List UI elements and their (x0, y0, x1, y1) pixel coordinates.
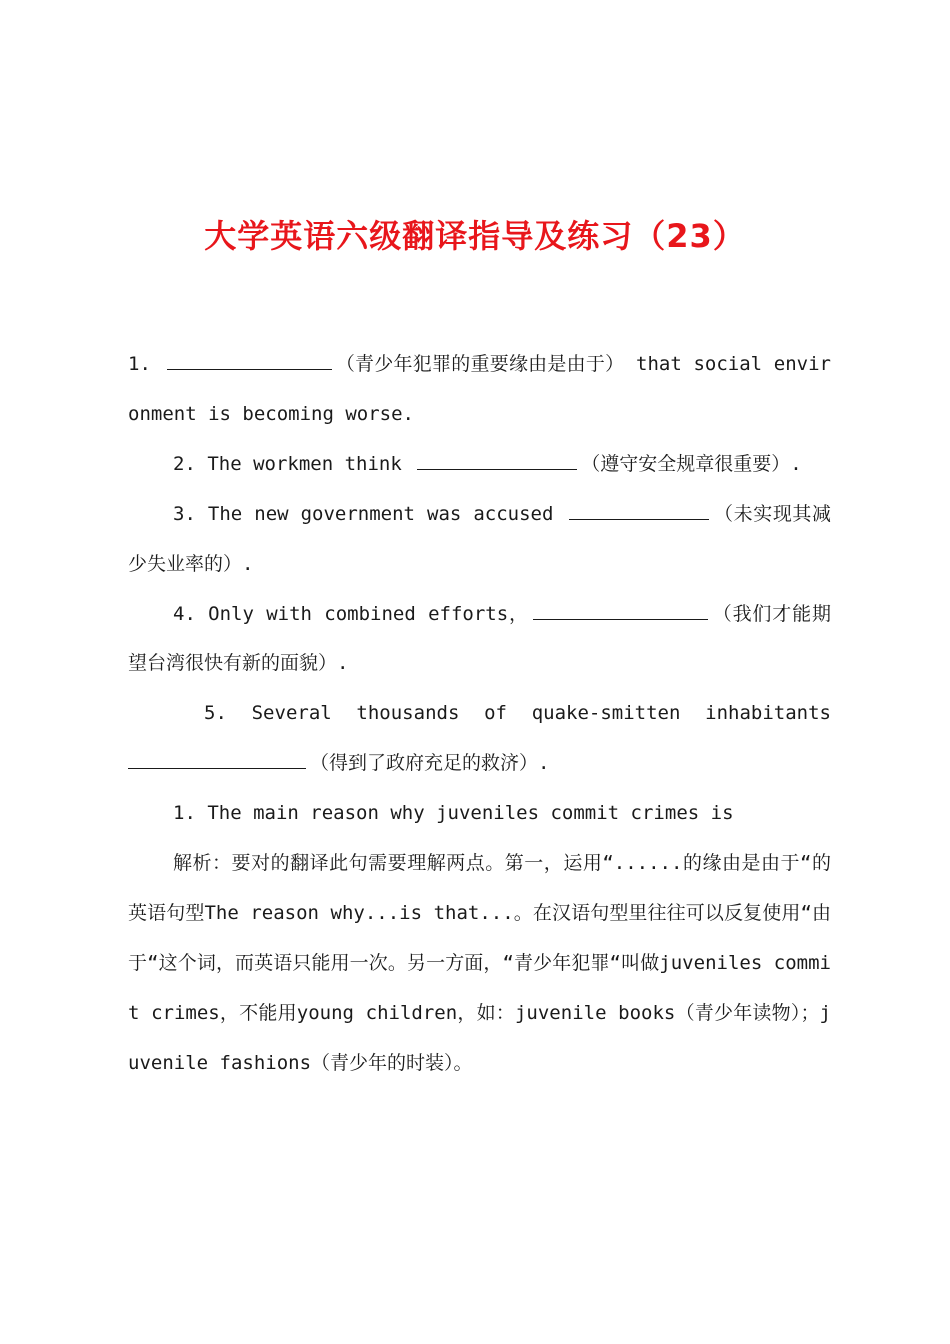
question-hint: （得到了政府充足的救济） (310, 752, 539, 775)
question-text: . (242, 552, 254, 575)
document-body (128, 340, 831, 1089)
question-5-continued (128, 739, 831, 789)
question-hint: （青少年犯罪的重要缘由是由于） (335, 353, 625, 375)
question-number: 1. (128, 353, 151, 375)
question-number: 2. (173, 452, 196, 475)
question-hint: （未实现其减少失业率的） (128, 502, 831, 575)
answer-line: 1. The main reason why juveniles commit crimes is (173, 802, 734, 825)
question-2 (128, 440, 831, 490)
question-number: 5. (204, 702, 227, 725)
question-text: . (538, 752, 550, 775)
question-text: . (337, 652, 349, 675)
answer-blank (533, 602, 708, 620)
answer-blank (417, 452, 577, 470)
answer-blank (167, 352, 332, 370)
question-1 (128, 340, 831, 440)
answer-blank (569, 502, 709, 520)
document-title: 大学英语六级翻译指导及练习（23） (204, 217, 746, 255)
question-text: . (790, 452, 802, 475)
question-hint: （遵守安全规章很重要） (581, 452, 791, 475)
question-number: 3. (173, 502, 196, 525)
question-text: Only with combined efforts， (195, 602, 529, 625)
question-3 (128, 490, 831, 590)
question-text: that social environment is becoming worse. (128, 353, 831, 425)
question-4 (128, 590, 831, 690)
question-text: The new government was accused (195, 502, 566, 525)
answer-blank (128, 751, 306, 769)
question-text: Several thousands of quake-smitten inhabitants (226, 702, 831, 725)
question-text: The workmen think (195, 452, 414, 475)
question-number: 4. (173, 602, 196, 625)
question-5 (128, 689, 831, 739)
question-hint: （我们才能期望台湾很快有新的面貌） (128, 602, 831, 675)
answer-analysis: 解析：要对的翻译此句需要理解两点。第一，运用“......的缘由是由于“的英语句型The reason why...is that...。在汉语句型里往往可以反复使用“由于“这个词，而英语只能用一次。另一方面，“青少年犯罪“叫做juveniles commit crimes，不能用young children，如：juvenile books（青少年读物）；juvenile fashions（青少年的时装）。 (128, 852, 831, 1074)
